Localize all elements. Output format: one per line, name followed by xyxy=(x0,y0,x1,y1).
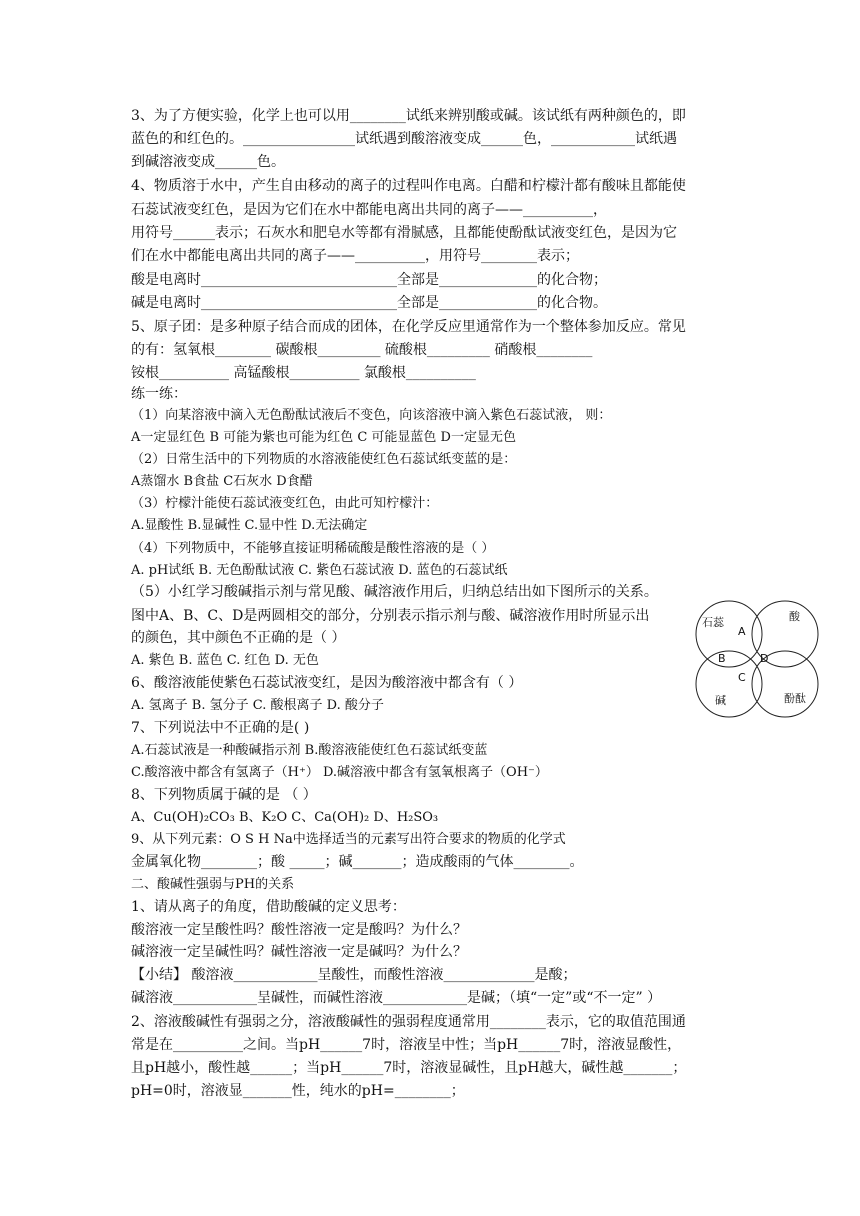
text-line: 石蕊试液变红色，是因为它们在水中都能电离出共同的离子——__________， xyxy=(131,202,607,218)
text-line: 2、溶液酸碱性有强弱之分，溶液酸碱性的强弱程度通常用________表示，它的取值范围通 xyxy=(131,1014,686,1030)
region-a: A xyxy=(738,625,746,638)
text-line: 酸溶液一定呈酸性吗？酸性溶液一定是酸吗？为什么？ xyxy=(131,922,467,938)
label-litmus: 石蕊 xyxy=(702,616,724,629)
text-line: 酸是电离时____________________________全部是______________的化合物； xyxy=(131,272,607,288)
text-line: 用符号______表示；石灰水和肥皂水等都有滑腻感，且都能使酚酞试液变红色，是因为它 xyxy=(131,225,677,241)
text-line: 8、下列物质属于碱的是 （ ） xyxy=(131,787,317,803)
text-line: （4）下列物质中，不能够直接证明稀硫酸是酸性溶液的是（ ） xyxy=(131,541,495,556)
text-line: 6、酸溶液能使紫色石蕊试液变红，是因为酸溶液中都含有（ ） xyxy=(131,675,523,691)
text-line: （3）柠檬汁能使石蕊试液变红色，由此可知柠檬汁： xyxy=(131,496,439,511)
text-line: 5、原子团：是多种原子结合而成的团体，在化学反应里通常作为一个整体参加反应。常见 xyxy=(131,319,686,335)
text-line: A. 氢离子 B. 氢分子 C. 酸根离子 D. 酸分子 xyxy=(131,698,384,713)
text-line: 碱溶液一定呈碱性吗？碱性溶液一定是碱吗？为什么？ xyxy=(131,944,467,960)
text-line: A.显酸性 B.显碱性 C.显中性 D.无法确定 xyxy=(131,518,368,533)
text-line: 们在水中都能电离出共同的离子——__________，用符号________表示； xyxy=(131,248,579,264)
text-line: （2）日常生活中的下列物质的水溶液能使红色石蕊试纸变蓝的是： xyxy=(131,452,517,467)
text-line: 碱是电离时____________________________全部是______________的化合物。 xyxy=(131,295,607,311)
text-line: 图中A、B、C、D是两圆相交的部分，分别表示指示剂与酸、碱溶液作用时所显示出 xyxy=(131,608,650,624)
text-line: A蒸馏水 B食盐 C石灰水 D食醋 xyxy=(131,474,313,489)
label-phenolphthalein: 酚酞 xyxy=(784,692,806,705)
text-line: 7、下列说法中不正确的是( ) xyxy=(131,720,310,736)
text-line: 碱溶液____________呈碱性，而碱性溶液____________是碱；（填“一定”或“不一定” ） xyxy=(131,990,662,1006)
text-line: 的有：氢氧根________ 碳酸根_________ 硫酸根_________ 硝酸根________ xyxy=(131,342,593,358)
section-heading: 练一练： xyxy=(131,386,187,402)
text-line: （5）小红学习酸碱指示剂与常见酸、碱溶液作用后，归纳总结出如下图所示的关系。 xyxy=(131,584,658,600)
text-line: C.酸溶液中都含有氢离子（H⁺） D.碱溶液中都含有氢氧根离子（OH⁻） xyxy=(131,765,548,780)
text-line: 4、物质溶于水中，产生自由移动的离子的过程叫作电离。白醋和柠檬汁都有酸味且都能使 xyxy=(131,178,686,194)
text-line: pH=0时，溶液显_______性，纯水的pH=________； xyxy=(131,1083,465,1099)
region-b: B xyxy=(718,652,726,665)
text-line: （1）向某溶液中滴入无色酚酞试液后不变色，向该溶液中滴入紫色石蕊试液， 则： xyxy=(131,408,612,423)
text-line: A. 紫色 B. 蓝色 C. 红色 D. 无色 xyxy=(131,653,319,668)
text-line: A. pH试纸 B. 无色酚酞试液 C. 紫色石蕊试液 D. 蓝色的石蕊试纸 xyxy=(131,563,508,578)
text-line: 9、从下列元素：O S H Na中选择适当的元素写出符合要求的物质的化学式 xyxy=(131,832,566,847)
text-line: A、Cu(OH)₂CO₃ B、K₂O C、Ca(OH)₂ D、H₂SO₃ xyxy=(131,810,439,825)
text-line: 金属氧化物________；酸 _____；碱_______；造成酸雨的气体________。 xyxy=(131,854,584,870)
indicator-venn-diagram xyxy=(688,598,826,720)
text-line: 蓝色的和红色的。________________试纸遇到酸溶液变成______色，____________试纸遇 xyxy=(131,131,677,147)
text-line: 常是在__________之间。当pH______7时，溶液呈中性；当pH______7时，溶液显酸性， xyxy=(131,1037,682,1053)
label-base: 碱 xyxy=(715,694,726,707)
text-line: 的颜色，其中颜色不正确的是（ ） xyxy=(131,630,346,646)
label-acid: 酸 xyxy=(789,610,800,623)
summary-line: 【小结】 酸溶液____________呈酸性，而酸性溶液_____________是酸； xyxy=(131,967,577,983)
text-line: 铵根__________ 高锰酸根__________ 氯酸根__________ xyxy=(131,365,476,381)
text-line: 且pH越小，酸性越______；当pH______7时，溶液显碱性，且pH越大，碱性越_______； xyxy=(131,1060,687,1076)
text-line: 1、请从离子的角度，借助酸碱的定义思考： xyxy=(131,899,406,915)
region-c: C xyxy=(738,671,746,684)
text-line: 到碱溶液变成______色。 xyxy=(131,154,285,170)
text-line: A一定显红色 B 可能为紫也可能为红色 C 可能显蓝色 D一定显无色 xyxy=(131,430,516,445)
text-line: 3、为了方便实验，化学上也可以用________试纸来辨别酸或碱。该试纸有两种颜色的，即 xyxy=(131,108,686,124)
text-line: A.石蕊试液是一种酸碱指示剂 B.酸溶液能使红色石蕊试纸变蓝 xyxy=(131,743,488,758)
section-heading: 二、酸碱性强弱与PH的关系 xyxy=(131,877,295,892)
region-d: D xyxy=(760,652,769,665)
